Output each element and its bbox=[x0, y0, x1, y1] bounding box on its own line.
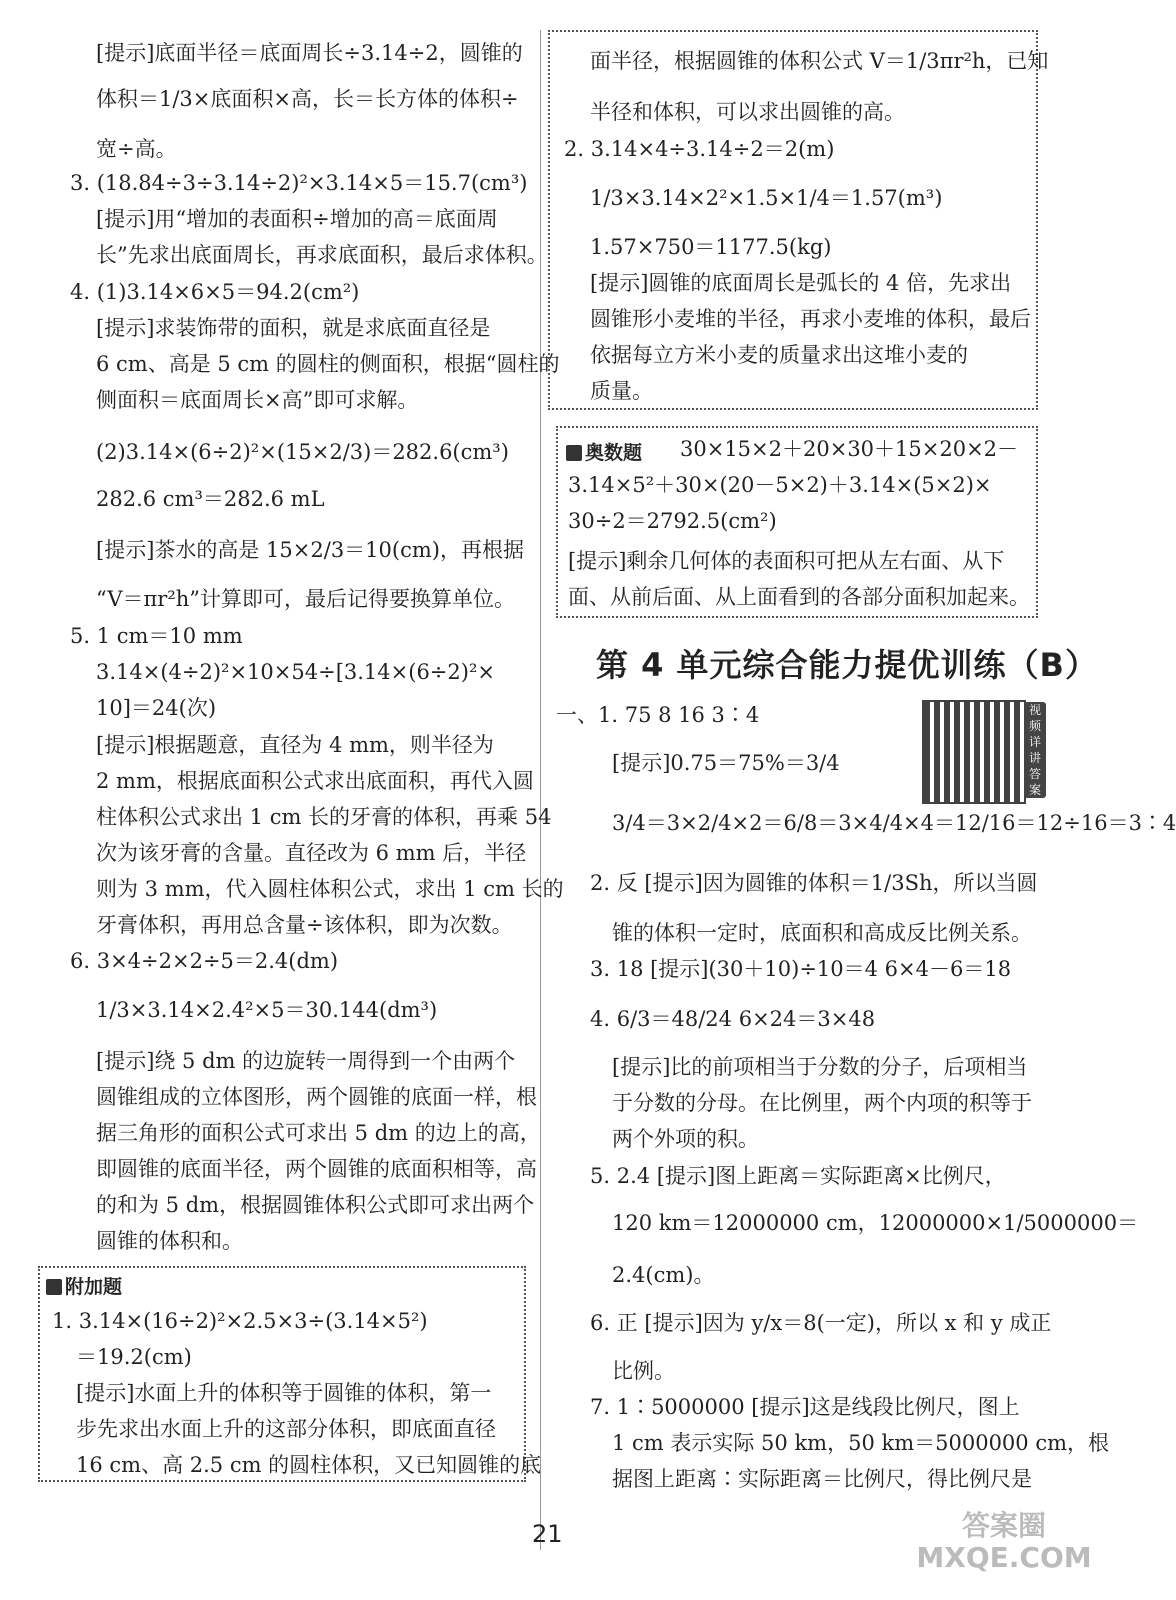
text-line: [提示]茶水的高是 15×2/3＝10(cm)，再根据 bbox=[96, 538, 524, 562]
answer-6: 6. 3×4÷2×2÷5＝2.4(dm) bbox=[70, 949, 339, 973]
text-line: 10]＝24(次) bbox=[96, 696, 217, 720]
formula-line: 1/3×3.14×2.4²×5＝30.144(dm³) bbox=[96, 998, 438, 1022]
text-line: 1 cm 表示实际 50 km，50 km＝5000000 cm，根 bbox=[612, 1431, 1110, 1455]
text-line: [提示]用“增加的表面积÷增加的高＝底面周 bbox=[96, 207, 498, 231]
answer-4: 4. (1)3.14×6×5＝94.2(cm²) bbox=[70, 280, 360, 304]
text-line: [提示]底面半径＝底面周长÷3.14÷2，圆锥的 bbox=[96, 41, 523, 65]
text-line: 的和为 5 dm，根据圆锥体积公式即可求出两个 bbox=[96, 1193, 535, 1217]
text-line: 6 cm、高是 5 cm 的圆柱的侧面积，根据“圆柱的 bbox=[96, 352, 560, 376]
watermark-logo: 答案圈 MXQE.COM bbox=[916, 1509, 1092, 1574]
text-line: 宽÷高。 bbox=[96, 137, 177, 161]
answer-3: 3. (18.84÷3÷3.14÷2)²×3.14×5＝15.7(cm³) bbox=[70, 171, 528, 195]
text-line: 282.6 cm³＝282.6 mL bbox=[96, 487, 325, 511]
answer-1: 一、1. 75 8 16 3∶4 bbox=[556, 703, 760, 727]
text-line: [提示]剩余几何体的表面积可把从左右面、从下 bbox=[568, 549, 1005, 573]
answer-2: 2. 3.14×4÷3.14÷2＝2(m) bbox=[564, 137, 835, 161]
answer-7: 7. 1∶5000000 [提示]这是线段比例尺，图上 bbox=[590, 1395, 1020, 1419]
text-line: 体积＝1/3×底面积×高，长＝长方体的体积÷ bbox=[96, 87, 519, 111]
text-line: 步先求出水面上升的这部分体积，即底面直径 bbox=[76, 1417, 496, 1441]
answer-5: 5. 1 cm＝10 mm bbox=[70, 624, 243, 648]
text-line: 次为该牙膏的含量。直径改为 6 mm 后，半径 bbox=[96, 841, 527, 865]
text-line: 长”先求出底面周长，再求底面积，最后求体积。 bbox=[96, 243, 548, 267]
answer-6: 6. 正 [提示]因为 y/x＝8(一定)，所以 x 和 y 成正 bbox=[590, 1311, 1052, 1335]
text-line: 侧面积＝底面周长×高”即可求解。 bbox=[96, 388, 419, 412]
qr-label: 视频详讲答案 bbox=[1024, 702, 1046, 798]
extra-problems-title-text: 附加题 bbox=[65, 1276, 123, 1298]
answer-3: 3. 18 [提示](30＋10)÷10＝4 6×4－6＝18 bbox=[590, 957, 1012, 981]
text-line: 据图上距离∶实际距离＝比例尺，得比例尺是 bbox=[612, 1467, 1032, 1491]
text-line: ＝19.2(cm) bbox=[76, 1345, 192, 1369]
answer-2: 2. 反 [提示]因为圆锥的体积＝1/3Sh，所以当圆 bbox=[590, 871, 1038, 895]
text-line: 柱体积公式求出 1 cm 长的牙膏的体积，再乘 54 bbox=[96, 805, 552, 829]
text-line: 半径和体积，可以求出圆锥的高。 bbox=[590, 100, 905, 124]
answer-4: 4. 6/3＝48/24 6×24＝3×48 bbox=[590, 1007, 876, 1031]
text-line: 牙膏体积，再用总含量÷该体积，即为次数。 bbox=[96, 913, 513, 937]
text-line: 即圆锥的底面半径，两个圆锥的底面积相等，高 bbox=[96, 1157, 537, 1181]
text-line: [提示]求装饰带的面积，就是求底面直径是 bbox=[96, 316, 491, 340]
extra-problems-title bbox=[46, 1272, 122, 1299]
text-line: 比例。 bbox=[612, 1359, 675, 1383]
section-title: 第 4 单元综合能力提优训练（B） bbox=[596, 646, 1098, 684]
text-line: 则为 3 mm，代入圆柱体积公式，求出 1 cm 长的 bbox=[96, 877, 564, 901]
text-line: 3.14×5²＋30×(20－5×2)＋3.14×(5×2)× bbox=[568, 473, 992, 497]
text-line: [提示]根据题意，直径为 4 mm，则半径为 bbox=[96, 733, 494, 757]
text-line: 面、从前后面、从上面看到的各部分面积加起来。 bbox=[568, 585, 1030, 609]
text-line: [提示]水面上升的体积等于圆锥的体积，第一 bbox=[76, 1381, 492, 1405]
text-line: 30×15×2＋20×30＋15×20×2－ bbox=[680, 437, 1019, 461]
text-line: 质量。 bbox=[590, 379, 653, 403]
page-number: 21 bbox=[532, 1520, 563, 1548]
text-line: 于分数的分母。在比例里，两个内项的积等于 bbox=[612, 1091, 1032, 1115]
text-line: 120 km＝12000000 cm，12000000×1/5000000＝ bbox=[612, 1211, 1139, 1235]
text-line: 圆锥形小麦堆的半径，再求小麦堆的体积，最后 bbox=[590, 307, 1031, 331]
book-icon bbox=[566, 445, 582, 461]
text-line: 两个外项的积。 bbox=[612, 1127, 759, 1151]
text-line: 圆锥组成的立体图形，两个圆锥的底面一样，根 bbox=[96, 1085, 537, 1109]
book-icon bbox=[46, 1279, 62, 1295]
text-line: [提示]比的前项相当于分数的分子，后项相当 bbox=[612, 1055, 1028, 1079]
text-line: 圆锥的体积和。 bbox=[96, 1229, 243, 1253]
answer-5: 5. 2.4 [提示]图上距离＝实际距离×比例尺， bbox=[590, 1164, 1006, 1188]
text-line: 面半径，根据圆锥的体积公式 V＝1/3πr²h，已知 bbox=[590, 49, 1049, 73]
text-line: 2 mm，根据底面积公式求出底面积，再代入圆 bbox=[96, 769, 534, 793]
formula-line: 3/4＝3×2/4×2＝6/8＝3×4/4×4＝12/16＝12÷16＝3∶4 bbox=[612, 811, 1176, 835]
formula-line: 1/3×3.14×2²×1.5×1/4＝1.57(m³) bbox=[590, 186, 943, 210]
text-line: “V＝πr²h”计算即可，最后记得要换算单位。 bbox=[96, 587, 516, 611]
text-line: 依据每立方米小麦的质量求出这堆小麦的 bbox=[590, 343, 968, 367]
olympiad-title-text: 奥数题 bbox=[585, 442, 643, 464]
olympiad-title bbox=[566, 438, 642, 465]
text-line: [提示]0.75＝75%＝3/4 bbox=[612, 751, 840, 775]
text-line: 2.4(cm)。 bbox=[612, 1263, 715, 1287]
text-line: 3.14×(4÷2)²×10×54÷[3.14×(6÷2)²× bbox=[96, 660, 495, 684]
text-line: 16 cm、高 2.5 cm 的圆柱体积，又已知圆锥的底 bbox=[76, 1453, 542, 1477]
text-line: 30÷2＝2792.5(cm²) bbox=[568, 509, 777, 533]
text-line: 据三角形的面积公式可求出 5 dm 的边上的高， bbox=[96, 1121, 541, 1145]
text-line: 锥的体积一定时，底面积和高成反比例关系。 bbox=[612, 921, 1032, 945]
text-line: 1.57×750＝1177.5(kg) bbox=[590, 235, 832, 259]
qr-code[interactable] bbox=[922, 700, 1026, 804]
text-line: [提示]绕 5 dm 的边旋转一周得到一个由两个 bbox=[96, 1049, 516, 1073]
text-line: 1. 3.14×(16÷2)²×2.5×3÷(3.14×5²) bbox=[52, 1309, 428, 1333]
formula-line: (2)3.14×(6÷2)²×(15×2/3)＝282.6(cm³) bbox=[96, 440, 509, 464]
text-line: [提示]圆锥的底面周长是弧长的 4 倍，先求出 bbox=[590, 271, 1012, 295]
